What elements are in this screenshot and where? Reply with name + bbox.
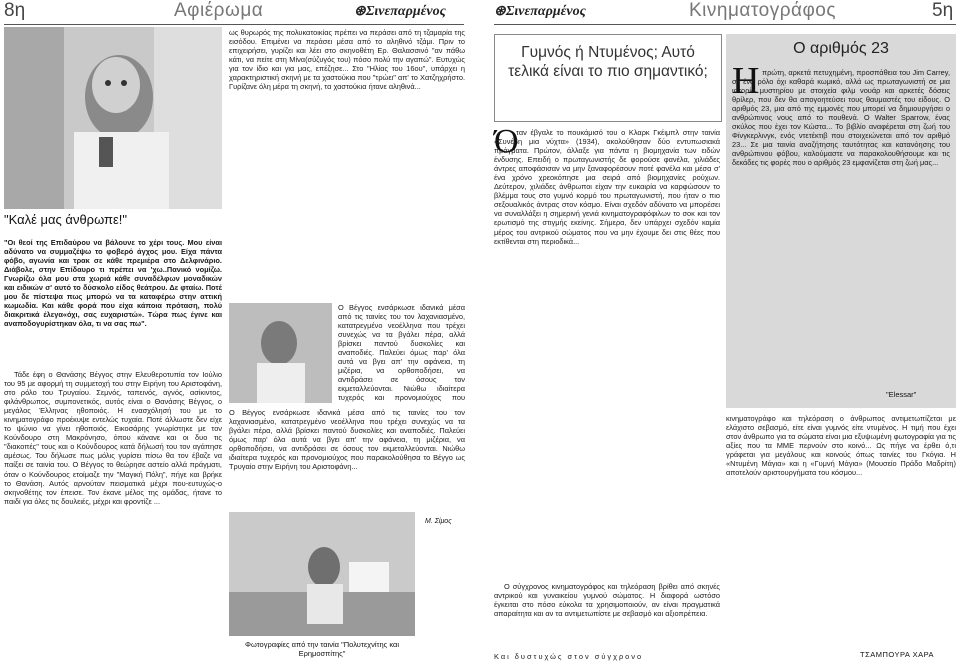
right-dropcap: Ό bbox=[494, 123, 519, 160]
photo-caption: Φωτογραφίες από την ταινία "Πολυτεχνίτης και Ερημοσπίτης" bbox=[244, 640, 400, 658]
right-page-header bbox=[494, 0, 958, 22]
right-brand-logo: ⊛Σινεπαρμένος bbox=[494, 4, 586, 19]
right-column-1-text: ταν έβγαλε το πουκάμισό του ο Κλαρκ Γκέιμπλ στην ταινία «Συνέβη μια νύχτα» (1934), ακολούθησαν δύο εντυπωσιακά πράγματα. Πρώτον, άλλαξε για πάντα η βιομηχανία των ειδών ένδυσης. Επειδή ο πρωταγωνιστής δε φορούσε φανέλα, χιλιάδες άντρες αποφάσισαν να μην ξαναφορέσουν ποτέ φανέλα και μέσα σ' ένα χρόνο χρεοκόπησε μια σειρά από βιομηχανίες ρούχων. Δεύτερον, χιλιάδες άνθρωποι είχαν την ευκαιρία να καρφώσουν το βλέμμα τους στο γυμνό κορμό του πρωταγωνιστή, που ήταν ο πιο σεξουαλικός άντρας στον κόσμο. Είναι σχεδόν αδύνατο να μπορέσει να συναλλάξει η σημερινή γενιά κινηματογραφόφιλων το σοκ και τον ερωτισμό της στιγμής εκείνης. Σήμερα, δεν υπάρχει σχεδόν καμία μέρος του αντρικού σώματος που να μην έχουμε δει στις θέες που εκτίθενται στη περιοδικά... bbox=[494, 128, 720, 246]
left-brand-logo: ⊛Σινεπαρμένος bbox=[354, 4, 446, 19]
right-page-number: 5η bbox=[932, 0, 954, 21]
article-headline-box bbox=[494, 34, 722, 122]
scene-illustration-2 bbox=[229, 512, 415, 636]
left-signature: Μ. Σίμος bbox=[425, 518, 452, 525]
number23-signature: "Elessar" bbox=[886, 390, 917, 399]
article-headline: Γυμνός ή Ντυμένος; Αυτό τελικά είναι το πιο σημαντικό; bbox=[508, 44, 708, 80]
number23-dropcap: Η bbox=[732, 60, 760, 102]
film-reel-icon: ⊛ bbox=[494, 4, 506, 19]
right-column-2-bottom: κινηματογράφο και τηλεόραση ο άνθρωπος αντιμετωπίζεται με ελάχιστο σεβασμό, είτε είναι γυμνός είτε ντυμένος. Η τιμή που έχει στον άνθρωπο για τα σώματα είναι μια εξυψωμένη φωτογραφία για τις αξίες που τα ΜΜΕ περνούν στο κοινό... Ως πήγε να έρθει ό,τι γράφεται για μεγάλους και κοινούς όπως ταινίες του Γκόγια. Η «Ντυμένη Μάγια» και η «Γυμνή Μάγια» (Μουσείο Πράδο Μαδρίτη) αποτελούν αριστουργήματα του κόσμου... bbox=[726, 414, 956, 478]
right-section-title: Κινηματογράφος bbox=[689, 0, 837, 21]
number23-text: πρώτη, αρκετά πετυχημένη, προσπάθεια του Jim Carrey, σε ένα ρόλο όχι καθαρά κωμικό, αλλά ως πρωταγωνιστή σε μια ιστορία μυστηρίου με στοιχεία φιλμ νουάρ και αρκετές δόσεις θρίλερ, που δεν θα απογοητεύσει τους θαυμαστές του είδους. Ο αριθμός 23, μια από της εμμονές που μπορεί να δημιουργήσει ο ανθρώπινος νους από το πουθενά. Ο Walter Sparrow, ένας σκύλος που έχει τον Κώστα... Το βιβλίο αναφέρεται στη ζωή του Φίνγκερλινγκ, ενός ντετέκτιβ που στοιχειώνεται από τον αριθμό 23... Σε μια ταινία αναζήτησης ταυτότητας και κατανόησης του ανθρώπινου φόβου, καλούμαστε να παρακολουθήσουμε και τις δεκάδες τις φορές που ο αριθμός 23 εμφανίζεται στη ζωή μας... bbox=[732, 68, 950, 168]
number23-title: Ο αριθμός 23 bbox=[793, 40, 889, 57]
right-column-1-bottom: Ο σύγχρονος κινηματογράφος και τηλεόραση βρίθει από σκηνές αντρικού και γυναικείου γυμνού σώματος. Η διαφορά ωστόσο έγκειται στο πόσο εύκολα τα χρησιμοποιούν, αν είναι πραγματικά απαραίτητα και αν τα αντιμετωπίστε με σεβασμό και αξιοπρέπεια. bbox=[494, 582, 720, 619]
right-column-1-last: Και δυστυχώς στον σύγχρονο bbox=[494, 652, 644, 661]
left-page-header bbox=[4, 0, 468, 22]
right-header-rule bbox=[494, 24, 956, 25]
quote-title: "Καλέ μας άνθρωπε!" bbox=[4, 212, 128, 227]
scene-photo-2 bbox=[229, 512, 415, 636]
left-column-1-text: Τάδε έφη ο Θανάσης Βέγγος στην Ελευθεροτυπία τον Ιούλιο του 95 με αφορμή τη συμμετοχή του στην Ειρήνη του Αριστοφάνη, στο ρόλο του Τρυγαίου. Σεμνός, ταπεινός, αγνός, ασίκιντος, φιλάνθρωπος, συμπονετικός, αυτός είναι ο Θανάσης Βέγγος, ο μεγάλος Έλληνας ηθοποιός. Η ενασχόλησή του με το κινηματογράφο προέκυψε εντελώς τυχαία. Ποτέ άλλωστε δεν είχε το ψώνιο να γίνει ηθοποιός. Εικοσάρης γνωρίστηκε με τον Κούνδουρο στη Μακρόνησο, όπου κάνανε και οι δυο τις "διακοπές" τους και ο Κούνδουρος κατά δήλωσή του τον αγάπησε αμέσως. Του δήλωσε πως μόλις γυρίσει πίσω θα τον έβαζε να παίξει σε ταινία του. Ο Βέγγος το θεώρησε αστείο αλλά πράγματι, όταν ο Κούνδουρος ετοίμαζε την "Μαγική Πόλη", πήγε και βρήκε το Θανάση. Αυτός αρνούταν πεισματικά μέχρι που-ευτυχώς-ο σκηνοθέτης τον έπεισε. Τον έκανε μέλος της ομάδας, ήτανε το παιδί για όλες τις δουλειές, μέχρι και φροντίζε ... bbox=[4, 370, 222, 506]
left-page-number: 8η bbox=[4, 0, 26, 21]
intro-quote: "Οι θεοί της Επιδαύρου να βάλουνε το χέρι τους. Μου είναι αδύνατο να συμμαζέψω το φοβερό άγχος μου. Είχα πάντα φόβο, αγωνία και τρακ σε κάθε πρεμιέρα στο Δελφινάριο. Διάβολε, στην Επίδαυρο τι πρέπει να 'χω..Πανικό νομίζω. Γνωρίζω όλα μου στα χωριά κάθε συναδέλφων μοναδικών και ειδικών σ' αυτό το δύσκολο είδος θεάτρου. Δε φταίω. Ποτέ μου δε πίστεψα πως μπορώ να τα καταφέρω στην αττική κωμωδία. Και κάθε φορά που είχα κάποια πρόταση, πολύ διακριτικά έλεγα«όχι, σας ευχαριστώ». Τώρα πως έγινε και αναποδογυρίστηκαν όλα, τι να σας πω". bbox=[4, 238, 222, 329]
left-column-2-mid: Ο Βέγγος ενσάρκωσε ιδανικά μέσα από τις ταινίες του τον λαχανιασμένο, κατατρεγμένο νεοέλληνα που τρέχει συνεχώς να τα βγάλει πέρα, αλλά βρίσκει παντού δυσκολίες και αναποδιές. Παλεύει όμως παρ' όλα αυτά να βγει απ' την αφάνεια, τη μιζέρια, να ορθοποδήσει, να αντιδράσει σε όσους τον εκμεταλλεύονται. Νιώθω ιδιαίτερα τυχερός και προνομιούχος που bbox=[338, 303, 465, 403]
vengos-portrait-photo bbox=[4, 27, 222, 209]
scene-photo-1 bbox=[229, 303, 332, 403]
film-reel-icon: ⊛ bbox=[354, 4, 366, 19]
article-author: ΤΣΑΜΠΟΥΡΑ ΧΑΡΑ bbox=[860, 650, 935, 659]
number23-review-box bbox=[726, 34, 956, 408]
left-header-rule bbox=[4, 24, 464, 25]
left-section-title: Αφιέρωμα bbox=[174, 0, 264, 21]
scene-illustration-1 bbox=[229, 303, 332, 403]
portrait-illustration bbox=[4, 27, 222, 209]
left-column-2-top: ως θυρωρός της πολυκατοικίας πρέπει να περάσει από τη τζαμαρία της εισόδου. Επιμένει να περάσει μέσα από το αληθινό τζάμι. Πριν το επιχειρήσει, γυρίζει και λέει στο σκηνοθέτη Ερ. Θαλασσινό "αν πάθω κάτι, να πείτε στη Μίνα(σύζυγός του) πόσο πολύ την αγαπώ". Ευτυχώς για τον ίδιο και για μας, επέζησε... Στο "Ηλίας του 16ου", υπάρχει η χαρακτηριστική σκηνή με τα χαστούκια που "τρώει" απ' το Χατζηχρήστο. Γυρίζανε όλη μέρα τη σκηνή, τα χαστούκια ήτανε αληθινά... bbox=[229, 28, 465, 92]
left-column-2-continued: Ο Βέγγος ενσάρκωσε ιδανικά μέσα από τις ταινίες του τον λαχανιασμένο, κατατρεγμένο νεοέλληνα που τρέχει συνεχώς να τα βγάλει πέρα, αλλά βρίσκει παντού δυσκολίες και αναποδιές. Παλεύει όμως παρ' όλα αυτά να βγει απ' την αφάνεια, τη μιζέρια, να ορθοποδήσει, να αντιδράσει σε όσους τον εκμεταλλεύονται. Νιώθω ιδιαίτερα τυχερός και προνομιούχος που παρακολούθησα το Βέγγο ως Τρυγαίο στην Ειρήνη του Αριστοφάνη... bbox=[229, 408, 465, 472]
